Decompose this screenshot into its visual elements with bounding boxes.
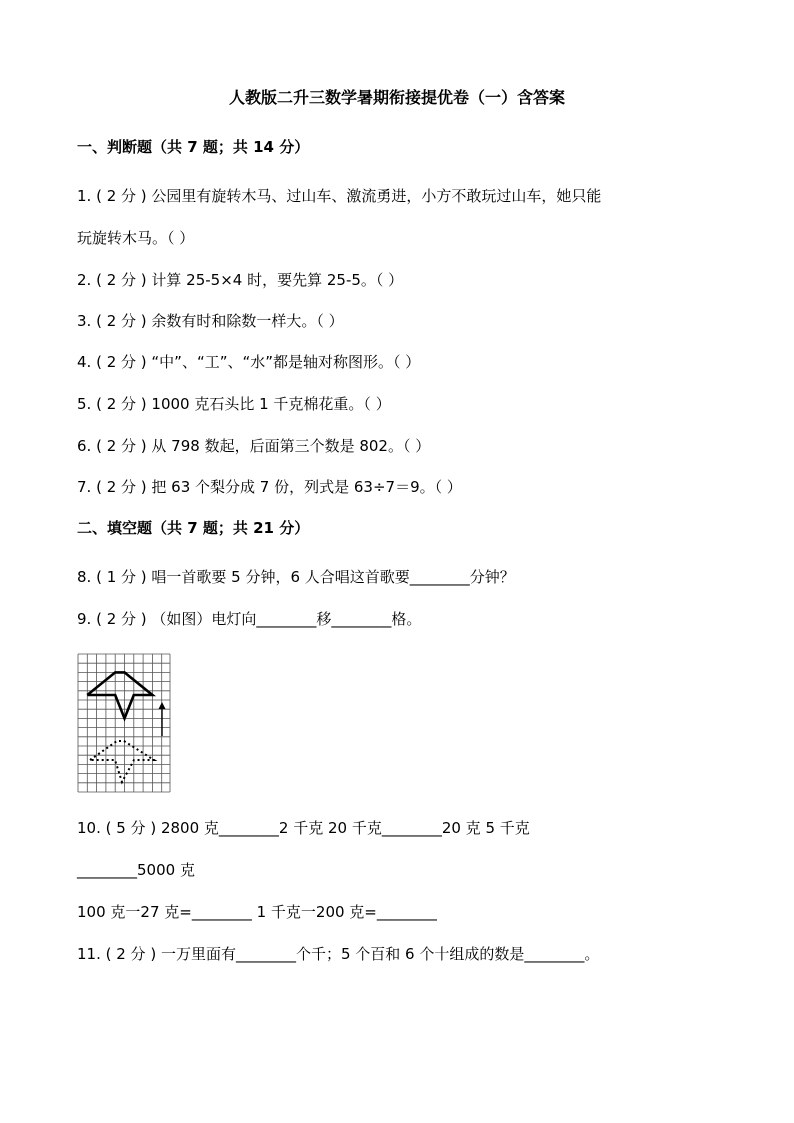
section-heading-fill-in: 二、填空题（共 7 题；共 21 分） [77, 519, 310, 537]
question-10-line-1: 10. ( 5 分 ) 2800 克________2 千克 20 千克________20 克 5 千克 [77, 819, 530, 837]
question-10-line-2: ________5000 克 [77, 861, 195, 879]
question-1-line-2: 玩旋转木马。（ ） [77, 229, 195, 247]
lamp-solid-shape [87, 672, 152, 718]
up-arrow-icon [159, 702, 166, 736]
question-5: 5. ( 2 分 ) 1000 克石头比 1 千克棉花重。（ ） [77, 395, 391, 413]
question-3: 3. ( 2 分 ) 余数有时和除数一样大。（ ） [77, 312, 344, 330]
question-4: 4. ( 2 分 ) “中”、“工”、“水”都是轴对称图形。（ ） [77, 353, 421, 371]
question-1-line-1: 1. ( 2 分 ) 公园里有旋转木马、过山车、激流勇进，小方不敢玩过山车，她只能 [77, 187, 602, 205]
question-11: 11. ( 2 分 ) 一万里面有________个千；5 个百和 6 个十组成的数是________。 [77, 945, 600, 963]
question-2: 2. ( 2 分 ) 计算 25-5×4 时，要先算 25-5。（ ） [77, 271, 404, 289]
section-heading-judgment: 一、判断题（共 7 题；共 14 分） [77, 138, 310, 156]
page-title: 人教版二升三数学暑期衔接提优卷（一）含答案 [228, 88, 565, 107]
question-8: 8. ( 1 分 ) 唱一首歌要 5 分钟，6 人合唱这首歌要________分钟？ [77, 568, 515, 586]
question-7: 7. ( 2 分 ) 把 63 个梨分成 7 份，列式是 63÷7＝9。（ ） [77, 478, 462, 496]
lamp-grid-figure [76, 652, 172, 798]
question-6: 6. ( 2 分 ) 从 798 数起，后面第三个数是 802。（ ） [77, 437, 431, 455]
grid-svg [76, 652, 172, 794]
lamp-dotted-shape [90, 741, 154, 782]
question-10-line-3: 100 克一27 克=________ 1 千克一200 克=________ [77, 903, 437, 921]
question-9: 9. ( 2 分 ) （如图）电灯向________移________格。 [77, 610, 422, 628]
